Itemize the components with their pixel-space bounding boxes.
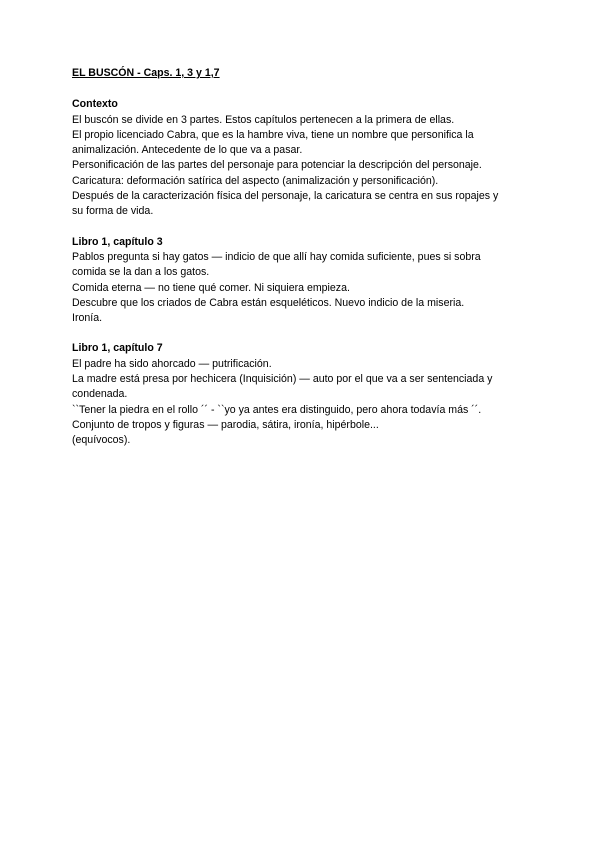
paragraph-line: animalización. Antecedente de lo que va a pasar. [72,144,303,157]
section-heading: Libro 1, capítulo 3 [72,235,163,248]
paragraph-line: Después de la caracterización física del personaje, la caricatura se centra en sus ropajes y [72,190,499,203]
paragraph-line: condenada. [72,388,128,401]
paragraph-line: Caricatura: deformación satírica del aspecto (animalización y personificación). [72,174,439,187]
section-contexto [72,97,532,219]
paragraph-line: comida se la dan a los gatos. [72,266,210,279]
paragraph-line: Ironía. [72,312,103,325]
paragraph-line: Comida eterna — no tiene qué comer. Ni siquiera empieza. [72,281,350,294]
paragraph-line: El propio licenciado Cabra, que es la hambre viva, tiene un nombre que personifica la [72,128,474,141]
paragraph-line: ``Tener la piedra en el rollo ´´ - ``yo ya antes era distinguido, pero ahora todavía más ´´. [72,403,482,416]
paragraph-line: Personificación de las partes del personaje para potenciar la descripción del personaje. [72,159,482,172]
section-libro-1-capitulo-7 [72,341,532,448]
paragraph-line: El padre ha sido ahorcado — putrificación. [72,357,272,370]
paragraph-line: Pablos pregunta si hay gatos — indicio de que allí hay comida suficiente, pues si sobra [72,250,481,263]
paragraph-line: Descubre que los criados de Cabra están esqueléticos. Nuevo indicio de la miseria. [72,296,465,309]
paragraph-line: La madre está presa por hechicera (Inquisición) — auto por el que va a ser sentenciada y [72,373,493,386]
paragraph-line: su forma de vida. [72,205,154,218]
section-libro-1-capitulo-3 [72,235,532,327]
section-heading: Contexto [72,98,118,111]
document-page [72,66,532,464]
document-title: EL BUSCÓN - Caps. 1, 3 y 1,7 [72,67,220,79]
paragraph-line: (equívocos). [72,434,131,447]
paragraph-line: Conjunto de tropos y figuras — parodia, sátira, ironía, hipérbole... [72,418,379,431]
section-heading: Libro 1, capítulo 7 [72,342,163,355]
paragraph-line: El buscón se divide en 3 partes. Estos capítulos pertenecen a la primera de ellas. [72,113,455,126]
